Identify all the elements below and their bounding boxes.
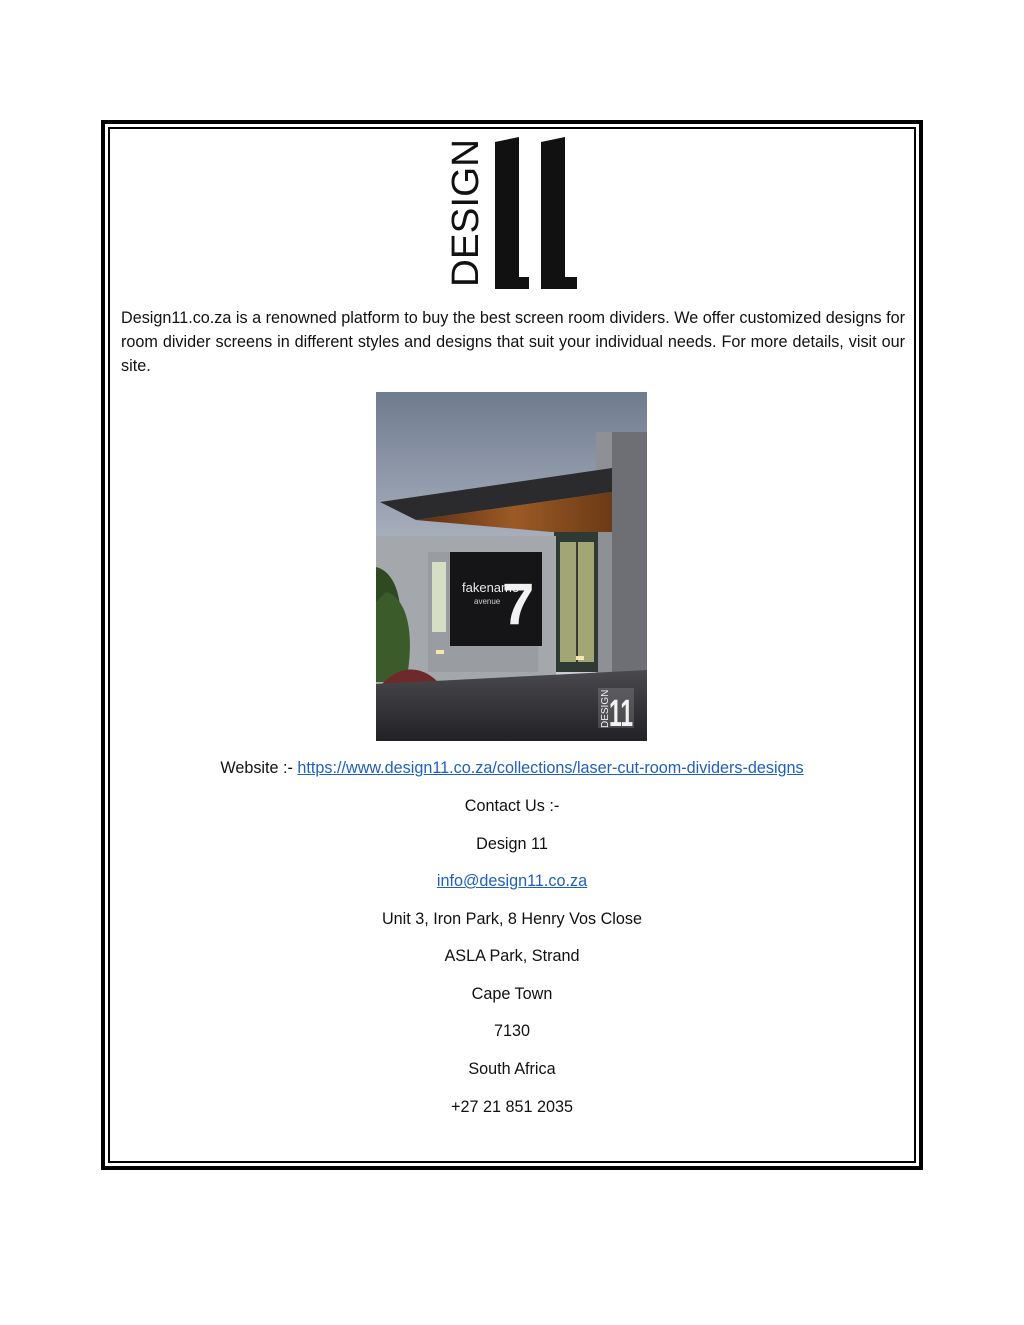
website-line bbox=[108, 758, 916, 778]
address-line-1: Unit 3, Iron Park, 8 Henry Vos Close bbox=[381, 910, 642, 928]
sign-text: fakename bbox=[462, 580, 520, 595]
city: Cape Town bbox=[471, 985, 553, 1003]
address-line-2: ASLA Park, Strand bbox=[444, 947, 580, 965]
building-photo bbox=[376, 392, 647, 741]
website-link[interactable]: https://www.design11.co.za/collections/laser-cut-room-dividers-designs bbox=[297, 759, 804, 777]
sign-number: 7 bbox=[502, 572, 535, 637]
contact-heading: Contact Us :- bbox=[464, 797, 560, 815]
website-label: Website :- bbox=[220, 759, 298, 777]
company-name: Design 11 bbox=[476, 835, 548, 853]
email-line bbox=[108, 871, 916, 891]
country: South Africa bbox=[468, 1060, 556, 1078]
logo-word: DESIGN bbox=[445, 141, 487, 287]
watermark-word: DESIGN bbox=[600, 689, 611, 728]
intro-paragraph: Design11.co.za is a renowned platform to buy the best screen room dividers. We offer customized designs for room divider screens in different styles and designs that suit your individual needs. For more details, visit our site. bbox=[121, 309, 905, 375]
watermark-number: 11 bbox=[609, 693, 633, 735]
design11-logo bbox=[443, 137, 580, 289]
phone-number: +27 21 851 2035 bbox=[451, 1098, 573, 1116]
sign-subtext: avenue bbox=[474, 597, 501, 606]
email-link[interactable]: info@design11.co.za bbox=[436, 872, 588, 890]
postcode: 7130 bbox=[493, 1022, 530, 1040]
